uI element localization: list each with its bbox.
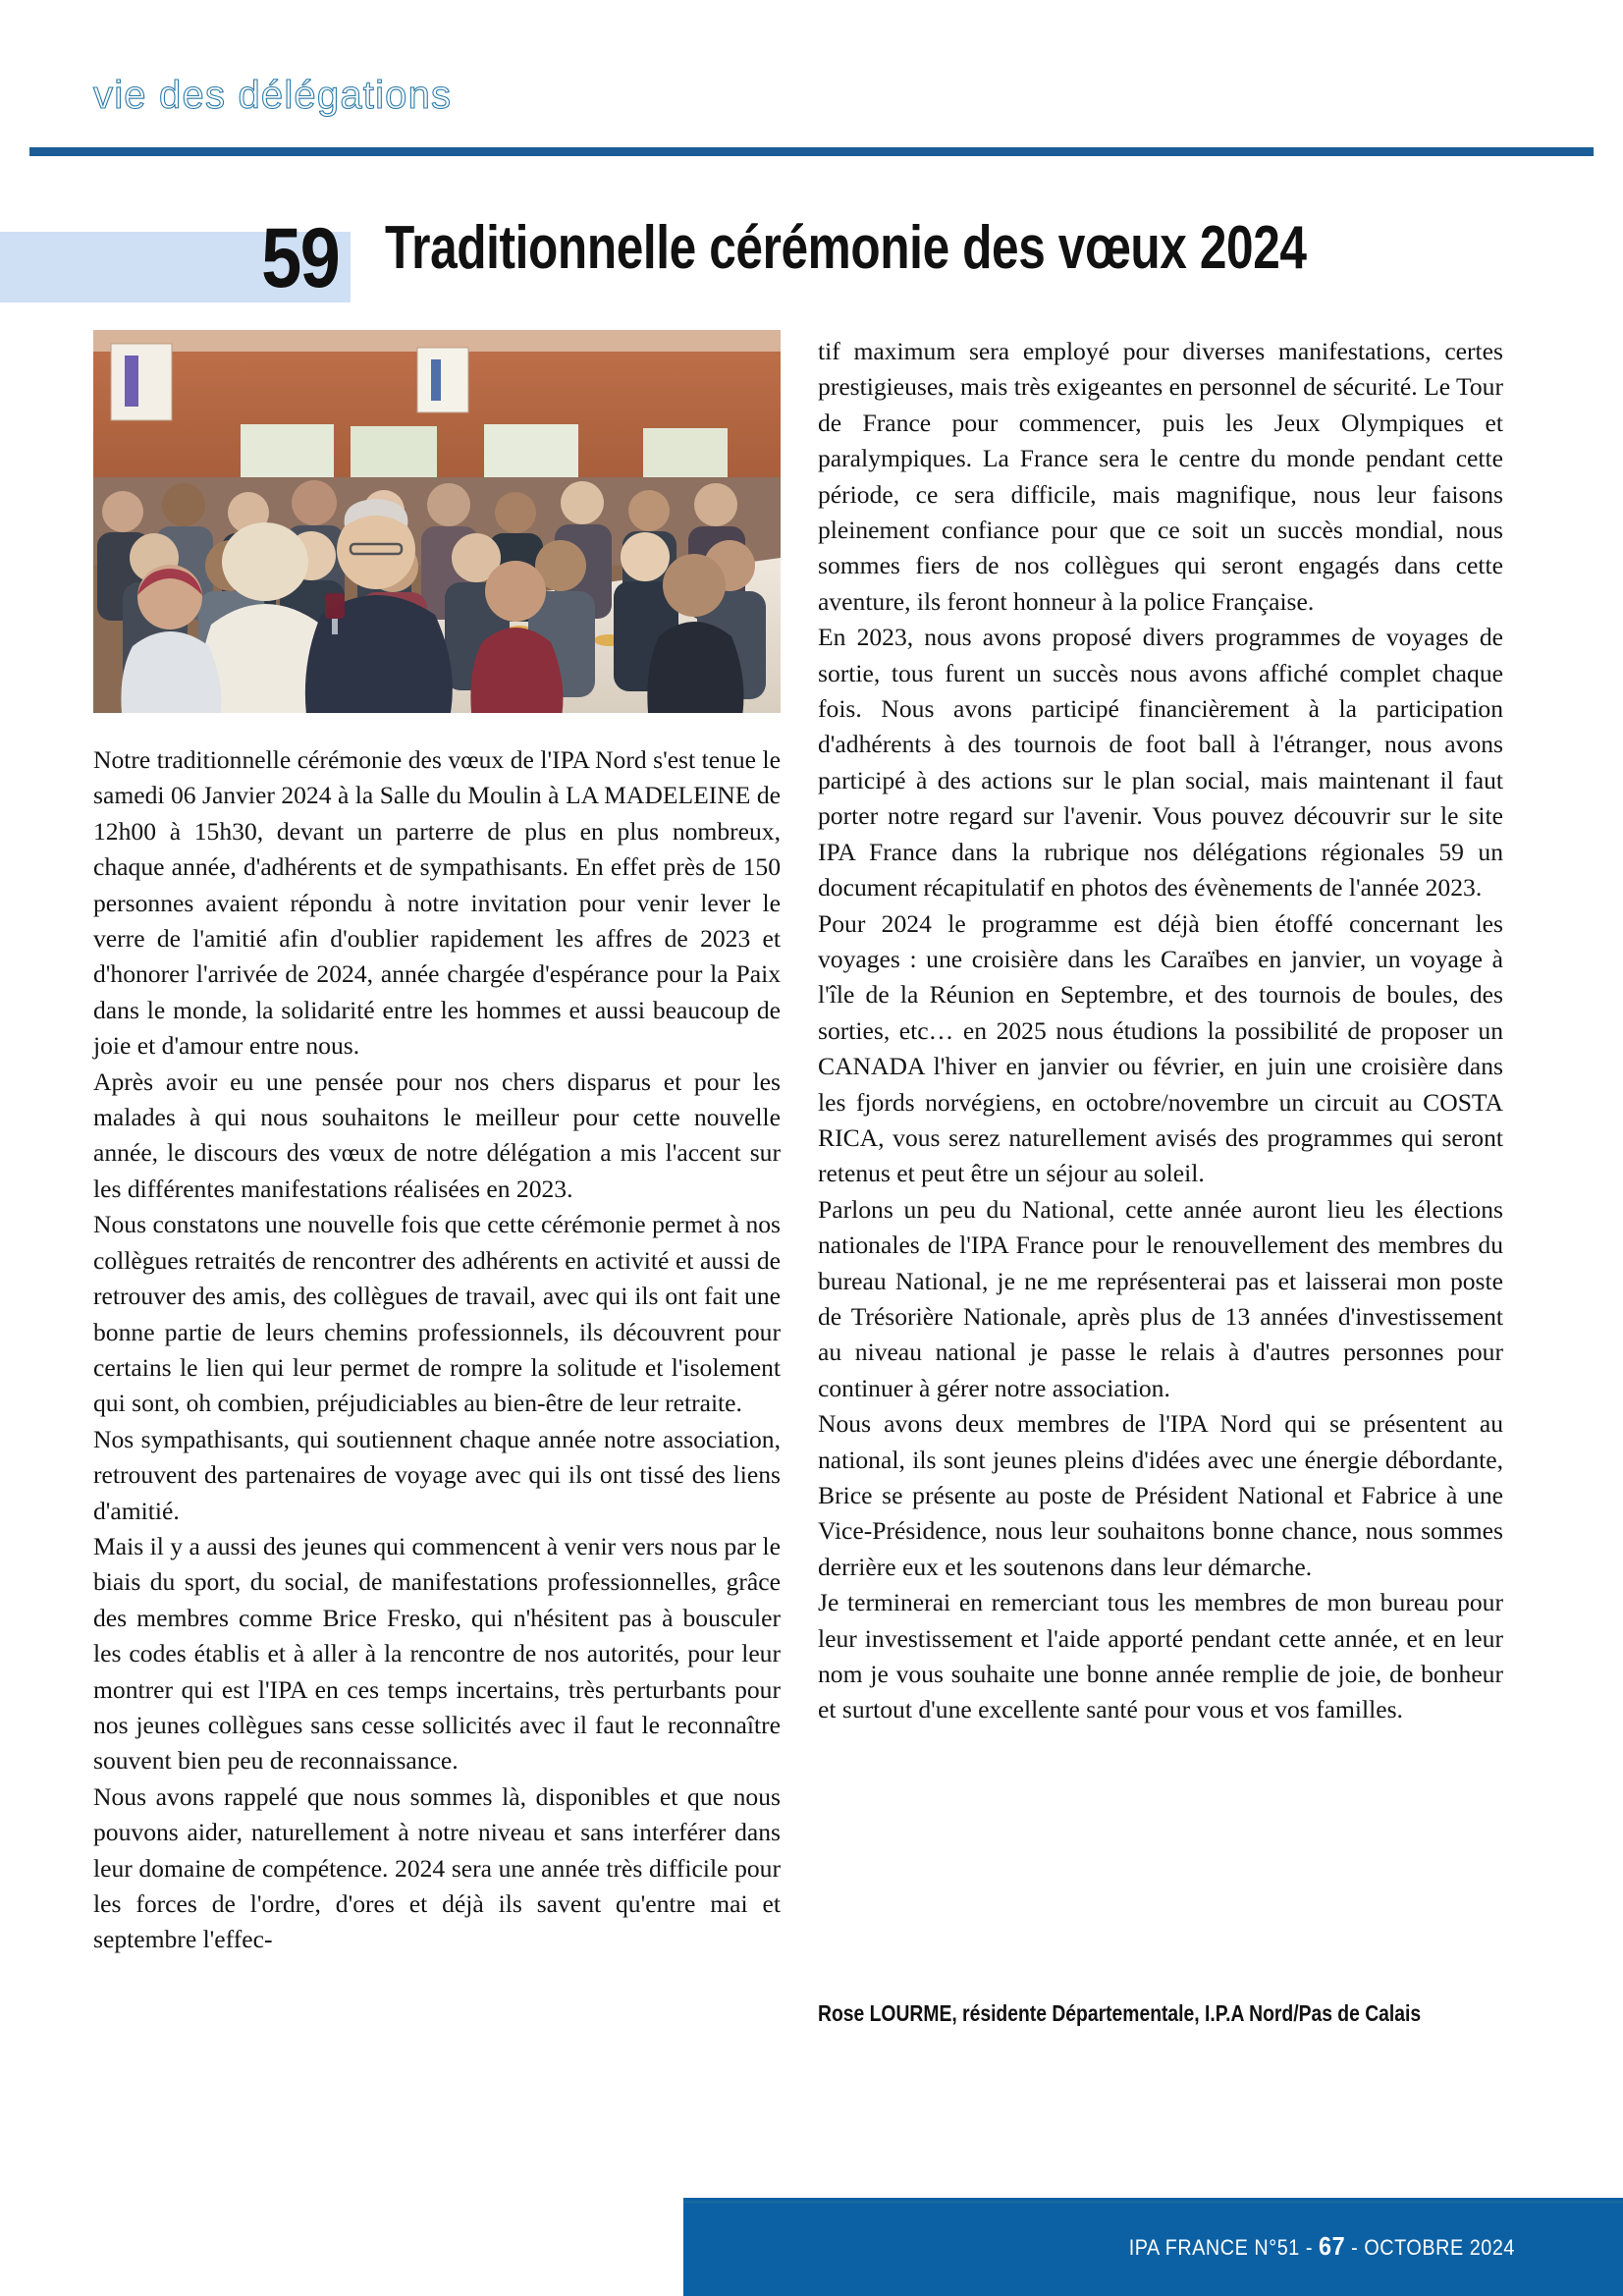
event-photo-image [93, 330, 781, 713]
paragraph: Nous constatons une nouvelle fois que cette cérémonie permet à nos collègues retraités de rencontrer des adhérents en activité et aussi de retrouver des amis, des collègues de travail, avec qui ils ont fait une bonne partie de leurs chemins professionnels, ils découvrent pour certains le lien qui leur permet de rompre la solitude et l'isolement qui sont, oh combien, préjudiciables au bien-être de leur retraite. [93, 1210, 781, 1418]
footer-hairline [683, 2201, 1623, 2204]
paragraph: Nos sympathisants, qui soutiennent chaque année notre association, retrouvent des partenaires de voyage avec qui ils ont tissé des liens d'amitié. [93, 1424, 781, 1525]
footer-separator-right: - [1345, 2235, 1365, 2260]
paragraph: Pour 2024 le programme est déjà bien étoffé concernant les voyages : une croisière dans les Caraïbes en janvier, un voyage à l'île de la Réunion en Septembre, et des tournois de boules, des sorties, etc… en 2025 nous étudions la possibilité de proposer un CANADA l'hiver en janvier ou février, en juin une croisière dans les fjords norvégiens, en octobre/novembre un circuit au COSTA RICA, vous serez naturellement avisés des programmes qui seront retenus et peut être un séjour au soleil. [818, 908, 1503, 1188]
article-title-row [0, 211, 1375, 305]
article-byline: Rose LOURME, résidente Départementale, I.P.A Nord/Pas de Calais [818, 2000, 1422, 2026]
paragraph: Notre traditionnelle cérémonie des vœux de l'IPA Nord s'est tenue le samedi 06 Janvier 2024 à la Salle du Moulin à LA MADELEINE de 12h00 à 15h30, devant un parterre de plus en plus nombreux, chaque année, d'adhérents et de sympathisants. En effet près de 150 personnes avaient répondu à notre invitation pour venir lever le verre de l'amitié afin d'oublier rapidement les affres de 2023 et d'honorer l'arrivée de 2024, année chargée d'espérance pour la Paix dans le monde, la solidarité entre les hommes et aussi beaucoup de joie et d'amour entre nous. [93, 745, 781, 1061]
paragraph: Je terminerai en remerciant tous les membres de mon bureau pour leur investissement et l'aide apporté pendant cette année, et en leur nom je vous souhaite une bonne année remplie de joie, de bonheur et surtout d'une excellente santé pour vous et vos familles. [818, 1588, 1503, 1724]
footer-publication: IPA FRANCE N°51 [1128, 2235, 1300, 2260]
paragraph: Nous avons deux membres de l'IPA Nord qui se présentent au national, ils sont jeunes pleins d'idées avec une énergie débordante, Brice se présente au poste de Président National et Fabrice à une Vice-Présidence, nous leur souhaitons bonne chance, nous sommes derrière eux et les soutenons dans leur démarche. [818, 1409, 1503, 1581]
paragraph: Parlons un peu du National, cette année auront lieu les élections nationales de l'IPA France pour le renouvellement des membres du bureau National, je ne me représenterai pas et laisserai mon poste de Trésorière Nationale, après plus de 13 années d'investissement au niveau national je passe le relais à d'autres personnes pour continuer à gérer notre association. [818, 1194, 1503, 1402]
paragraph: tif maximum sera employé pour diverses manifestations, certes prestigieuses, mais très exigeantes en personnel de sécurité. Le Tour de France pour commencer, puis les Jeux Olympiques et paralympiques. La France sera le centre du monde pendant cette période, ce sera difficile, mais magnifique, nous leur faisons pleinement confiance pour que ce soit un succès mondial, nous sommes fiers de nos collègues qui seront engagés dans cette aventure, ils feront honneur à la police Française. [818, 337, 1503, 616]
paragraph: Mais il y a aussi des jeunes qui commencent à venir vers nous par le biais du sport, du social, de manifestations professionnelles, grâce des membres comme Brice Fresko, qui n'hésitent pas à bousculer les codes établis et à aller à la rencontre de nos autorités, pour leur montrer qui est l'IPA en ces temps incertains, très perturbants pour nos jeunes collègues sans cesse sollicités avec il faut le reconnaître souvent bien peu de reconnaissance. [93, 1531, 781, 1776]
header-rule [29, 147, 1594, 156]
article-body-left-column [93, 742, 781, 1958]
paragraph: En 2023, nous avons proposé divers programmes de voyages de sortie, tous furent un succès nous avons affiché complet chaque fois. Nous avons participé financièrement à la participation d'adhérents à des tournois de foot ball à l'étranger, nous avons participé à des actions sur le plan social, mais maintenant il faut porter notre regard sur l'avenir. Vous pouvez découvrir sur le site IPA France dans la rubrique nos délégations régionales 59 un document récapitulatif en photos des évènements de l'année 2023. [818, 623, 1503, 902]
paragraph: Après avoir eu une pensée pour nos chers disparus et pour les malades à qui nous souhaitons le meilleur pour cette nouvelle année, le discours des vœux de notre délégation a mis l'accent sur les différentes manifestations réalisées en 2023. [93, 1066, 781, 1203]
footer-separator-left: - [1299, 2235, 1320, 2260]
delegation-number: 59 [261, 211, 339, 305]
article-body-right-column [818, 334, 1503, 1728]
footer-date: OCTOBRE 2024 [1364, 2235, 1515, 2260]
running-head: vie des délégations [93, 74, 453, 117]
event-photo [93, 330, 781, 713]
footer-page-number: 67 [1319, 2231, 1346, 2261]
paragraph: Nous avons rappelé que nous sommes là, disponibles et que nous pouvons aider, naturellement à notre niveau et sans interférer dans leur domaine de compétence. 2024 sera une année très difficile pour les forces de l'ordre, d'ores et déjà ils savent qu'entre mai et septembre l'effec- [93, 1781, 781, 1954]
page-title: Traditionnelle cérémonie des vœux 2024 [385, 214, 1307, 282]
footer-text [1129, 2231, 1515, 2262]
